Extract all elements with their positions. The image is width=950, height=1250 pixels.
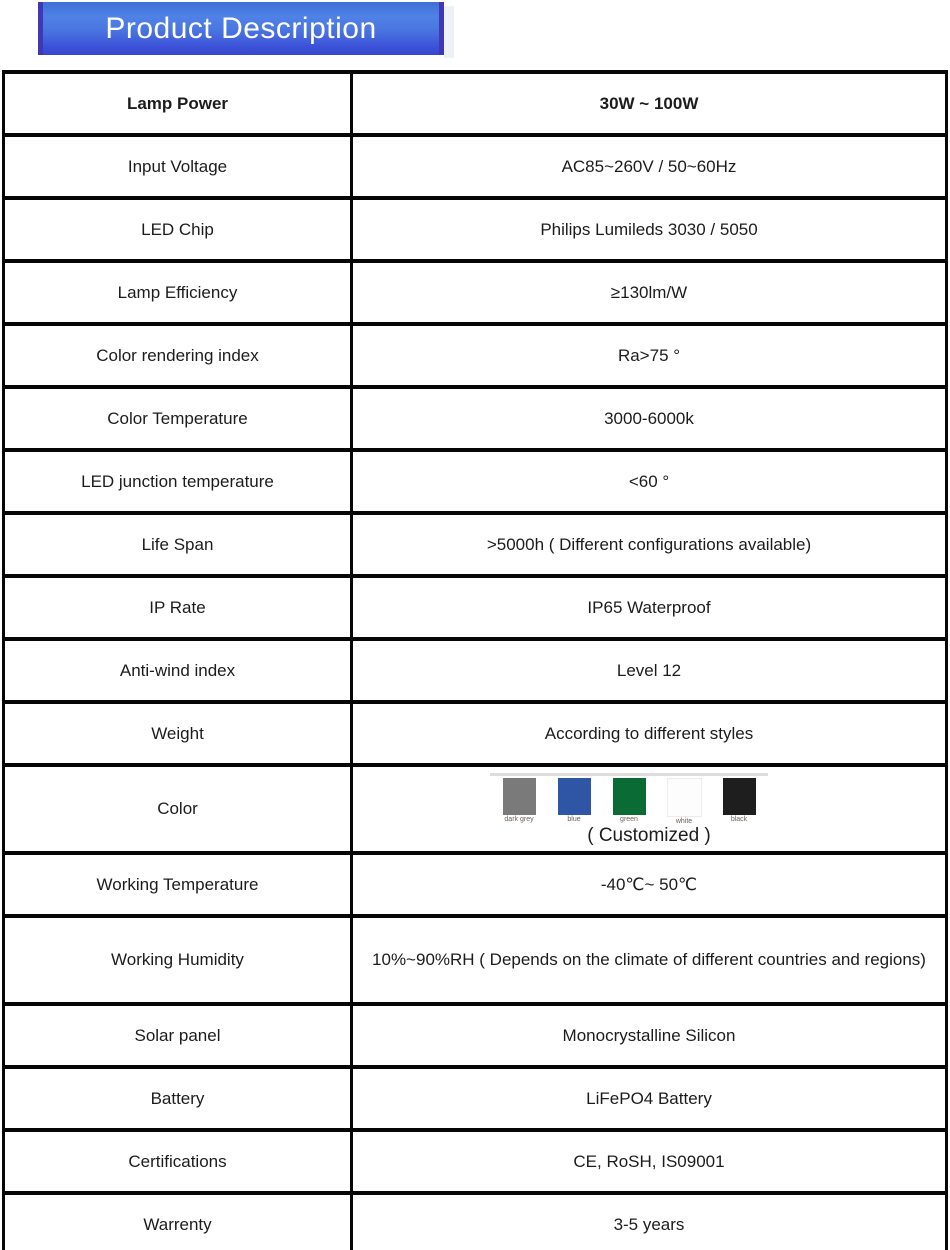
table-row: [4, 702, 947, 765]
table-row: [4, 853, 947, 916]
swatch-label: black: [730, 815, 748, 823]
spec-value: 3000-6000k: [352, 387, 947, 450]
spec-label: Certifications: [4, 1130, 352, 1193]
table-row: [4, 324, 947, 387]
swatch-item: [657, 778, 712, 825]
spec-label: IP Rate: [4, 576, 352, 639]
customized-caption: ( Customized ): [587, 824, 711, 846]
spec-value: Philips Lumileds 3030 / 5050: [352, 198, 947, 261]
spec-label: LED Chip: [4, 198, 352, 261]
color-swatch-blue: [558, 778, 591, 815]
swatch-label: dark grey: [504, 815, 534, 823]
spec-value: 3-5 years: [352, 1193, 947, 1250]
color-swatch-green: [613, 778, 646, 815]
spec-label: Battery: [4, 1067, 352, 1130]
color-swatch-black: [723, 778, 756, 815]
table-row: [4, 198, 947, 261]
spec-value: 10%~90%RH ( Depends on the climate of different countries and regions): [352, 916, 947, 1004]
product-spec-table: [2, 70, 948, 1250]
swatch-item: [602, 778, 657, 823]
swatch-label: green: [620, 815, 638, 823]
table-row: [4, 513, 947, 576]
spec-label: Weight: [4, 702, 352, 765]
spec-value: 30W ~ 100W: [352, 72, 947, 135]
color-swatch-white: [667, 778, 702, 817]
swatch-item: [492, 778, 547, 823]
swatch-label: blue: [567, 815, 581, 823]
swatch-item: [547, 778, 602, 823]
color-swatch-strip: [490, 773, 768, 825]
table-row: [4, 1130, 947, 1193]
spec-label: LED junction temperature: [4, 450, 352, 513]
spec-value: Monocrystalline Silicon: [352, 1004, 947, 1067]
table-row: [4, 135, 947, 198]
table-row: [4, 261, 947, 324]
spec-label: Color Temperature: [4, 387, 352, 450]
spec-value: AC85~260V / 50~60Hz: [352, 135, 947, 198]
spec-value: >5000h ( Different configurations available): [352, 513, 947, 576]
table-row: [4, 387, 947, 450]
spec-value: -40℃~ 50℃: [352, 853, 947, 916]
spec-label: Lamp Power: [4, 72, 352, 135]
section-header-banner: [38, 2, 444, 55]
spec-label: Warrenty: [4, 1193, 352, 1250]
swatch-label: white: [675, 817, 693, 825]
spec-label: Input Voltage: [4, 135, 352, 198]
spec-value: LiFePO4 Battery: [352, 1067, 947, 1130]
spec-label: Anti-wind index: [4, 639, 352, 702]
spec-label: Working Temperature: [4, 853, 352, 916]
table-row: [4, 916, 947, 1004]
spec-value: [352, 765, 947, 853]
table-row: [4, 1004, 947, 1067]
spec-value: CE, RoSH, IS09001: [352, 1130, 947, 1193]
spec-label: Color: [4, 765, 352, 853]
table-row: [4, 765, 947, 853]
page-title: Product Description: [105, 11, 377, 45]
table-row: [4, 72, 947, 135]
spec-label: Lamp Efficiency: [4, 261, 352, 324]
spec-value: According to different styles: [352, 702, 947, 765]
color-swatch-dark-grey: [503, 778, 536, 815]
table-row: [4, 576, 947, 639]
spec-value: <60 °: [352, 450, 947, 513]
spec-value: Ra>75 °: [352, 324, 947, 387]
spec-label: Working Humidity: [4, 916, 352, 1004]
table-row: [4, 1067, 947, 1130]
spec-value: ≥130lm/W: [352, 261, 947, 324]
swatch-item: [712, 778, 767, 823]
table-row: [4, 1193, 947, 1250]
spec-value: IP65 Waterproof: [352, 576, 947, 639]
spec-label: Solar panel: [4, 1004, 352, 1067]
spec-label: Life Span: [4, 513, 352, 576]
table-row: [4, 639, 947, 702]
banner-shadow: [444, 6, 454, 58]
spec-label: Color rendering index: [4, 324, 352, 387]
spec-value: Level 12: [352, 639, 947, 702]
table-row: [4, 450, 947, 513]
